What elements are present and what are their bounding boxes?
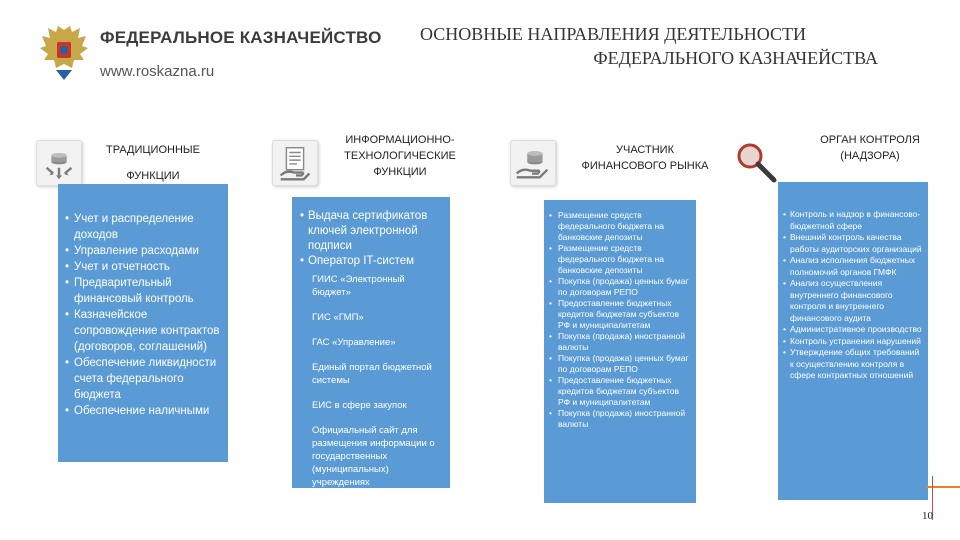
column-header-it <box>330 132 470 180</box>
coins-hand-icon <box>510 140 556 186</box>
system-item: Единый портал бюджетной системы <box>312 362 432 386</box>
list-item: • Контроль устранения нарушений <box>790 336 924 348</box>
system-item: ГИС «ГМП» <box>312 312 364 323</box>
list-item: • Утверждение общих требований к осуществлению контроля в сфере контрактных отношений <box>790 347 924 382</box>
list-item: • Казначейское сопровождение контрактов (договоров, соглашений) <box>74 307 222 355</box>
list-item: • Анализ исполнения бюджетных полномочий органов ГМФК <box>790 255 924 278</box>
brand-name: ФЕДЕРАЛЬНОЕ КАЗНАЧЕЙСТВО <box>100 28 382 47</box>
column-header-line: ФУНКЦИИ <box>373 166 427 178</box>
list-item: • Учет и распределение доходов <box>74 211 222 243</box>
column-header-market <box>570 142 720 174</box>
column-header-line: ФИНАНСОВОГО РЫНКА <box>581 160 709 172</box>
list-item: • Учет и отчетность <box>74 259 222 275</box>
panel-control-authority <box>778 182 928 500</box>
list-item: • Административное производство <box>790 324 924 336</box>
column-header-line: ТРАДИЦИОННЫЕ <box>106 144 200 156</box>
list-item: • Размещение средств федерального бюджета на банковские депозиты <box>556 210 692 243</box>
page-number: 10 <box>922 510 933 522</box>
system-item: ГАС «Управление» <box>312 337 396 348</box>
column-header-line: (НАДЗОРА) <box>840 150 900 162</box>
logo-block <box>38 20 382 90</box>
list-item: • Предварительный финансовый контроль <box>74 275 222 307</box>
brand-url[interactable]: www.roskazna.ru <box>100 63 215 80</box>
list-item: • Обеспечение наличными <box>74 403 222 419</box>
eagle-emblem-icon <box>38 24 90 82</box>
list-item: • Выдача сертификатов ключей электронной подписи <box>300 209 444 254</box>
list-item: • Покупка (продажа) ценных бумаг по договорам РЕПО <box>556 353 692 375</box>
list-item: • Внешний контроль качества работы аудиторских организаций <box>790 232 924 255</box>
list-item: • Предоставление бюджетных кредитов бюджетам субъектов РФ и муниципалитетам <box>556 375 692 408</box>
column-header-line: ТЕХНОЛОГИЧЕСКИЕ <box>344 150 456 162</box>
list-item: • Размещение средств федерального бюджета на банковские депозиты <box>556 243 692 276</box>
list-item: • Оператор IT-систем <box>300 254 444 269</box>
list-item: • Предоставление бюджетных кредитов бюджетам субъектов РФ и муниципалитетам <box>556 298 692 331</box>
column-header-line: ОРГАН КОНТРОЛЯ <box>820 134 920 146</box>
system-item: Официальный сайт для размещения информации о государственных (муниципальных) учреждениях <box>312 425 435 488</box>
coins-distribution-icon <box>36 140 82 186</box>
list-item: • Покупка (продажа) ценных бумаг по договорам РЕПО <box>556 276 692 298</box>
document-hand-icon <box>272 140 318 186</box>
slide-title-line-1: ОСНОВНЫЕ НАПРАВЛЕНИЯ ДЕЯТЕЛЬНОСТИ <box>420 24 806 44</box>
magnifier-icon <box>734 140 780 186</box>
list-item: • Покупка (продажа) иностранной валюты <box>556 408 692 430</box>
panel-financial-market <box>544 200 696 503</box>
list-item: • Анализ осуществления внутреннего финансового контроля и внутреннего финансового аудита <box>790 278 924 324</box>
list-item: • Управление расходами <box>74 243 222 259</box>
panel-traditional-functions <box>58 184 228 462</box>
column-header-traditional <box>100 137 206 189</box>
list-item: • Покупка (продажа) иностранной валюты <box>556 331 692 353</box>
slide-title <box>400 22 920 70</box>
column-header-line: ИНФОРМАЦИОННО- <box>345 134 455 146</box>
system-item: ЕИС в сфере закупок <box>312 400 407 411</box>
column-header-line: УЧАСТНИК <box>616 144 674 156</box>
system-item: ГИИС «Электронный бюджет» <box>312 274 405 298</box>
list-item: • Контроль и надзор в финансово-бюджетной сфере <box>790 209 924 232</box>
slide-title-line-2: ФЕДЕРАЛЬНОГО КАЗНАЧЕЙСТВА <box>593 48 878 68</box>
list-item: • Обеспечение ликвидности счета федерального бюджета <box>74 355 222 403</box>
panel-it-functions <box>292 197 450 488</box>
column-header-line: ФУНКЦИИ <box>126 170 180 182</box>
column-header-control <box>810 132 930 164</box>
